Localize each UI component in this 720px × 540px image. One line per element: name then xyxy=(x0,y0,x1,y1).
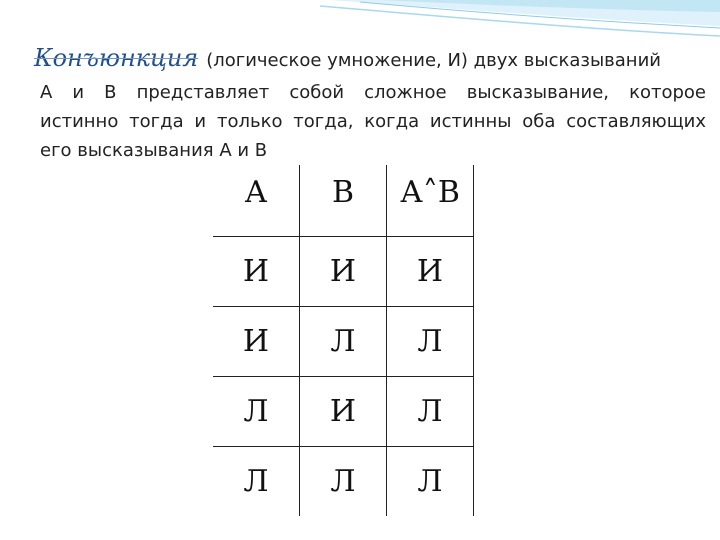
table-row xyxy=(213,446,474,516)
truth-table xyxy=(213,165,474,516)
table-cell: И xyxy=(213,306,300,376)
paragraph-line-3: его высказывания А и В xyxy=(40,140,268,161)
table-cell: И xyxy=(300,376,387,446)
header-a: А xyxy=(213,165,300,236)
conjunction-term: Конъюнкция xyxy=(34,44,199,72)
header-a-and-b: А˄В xyxy=(387,165,474,236)
table-row xyxy=(213,236,474,306)
table-cell: Л xyxy=(387,446,474,516)
table-cell: И xyxy=(213,236,300,306)
table-cell: Л xyxy=(300,306,387,376)
heading-rest: (логическое умножение, И) двух высказываний xyxy=(206,50,661,71)
table-header-row xyxy=(213,165,474,236)
table-cell: И xyxy=(387,236,474,306)
table-cell: Л xyxy=(387,376,474,446)
table-cell: Л xyxy=(300,446,387,516)
paragraph-line-1: А и В представляет собой сложное высказывание, которое xyxy=(40,82,706,103)
table-cell: И xyxy=(300,236,387,306)
paragraph-line-2: истинно тогда и только тогда, когда истинны оба составляющих xyxy=(40,111,706,132)
table-cell: Л xyxy=(213,446,300,516)
header-b: В xyxy=(300,165,387,236)
table-cell: Л xyxy=(213,376,300,446)
table-cell: Л xyxy=(387,306,474,376)
heading-line xyxy=(34,44,720,75)
table-row xyxy=(213,306,474,376)
table-row xyxy=(213,376,474,446)
